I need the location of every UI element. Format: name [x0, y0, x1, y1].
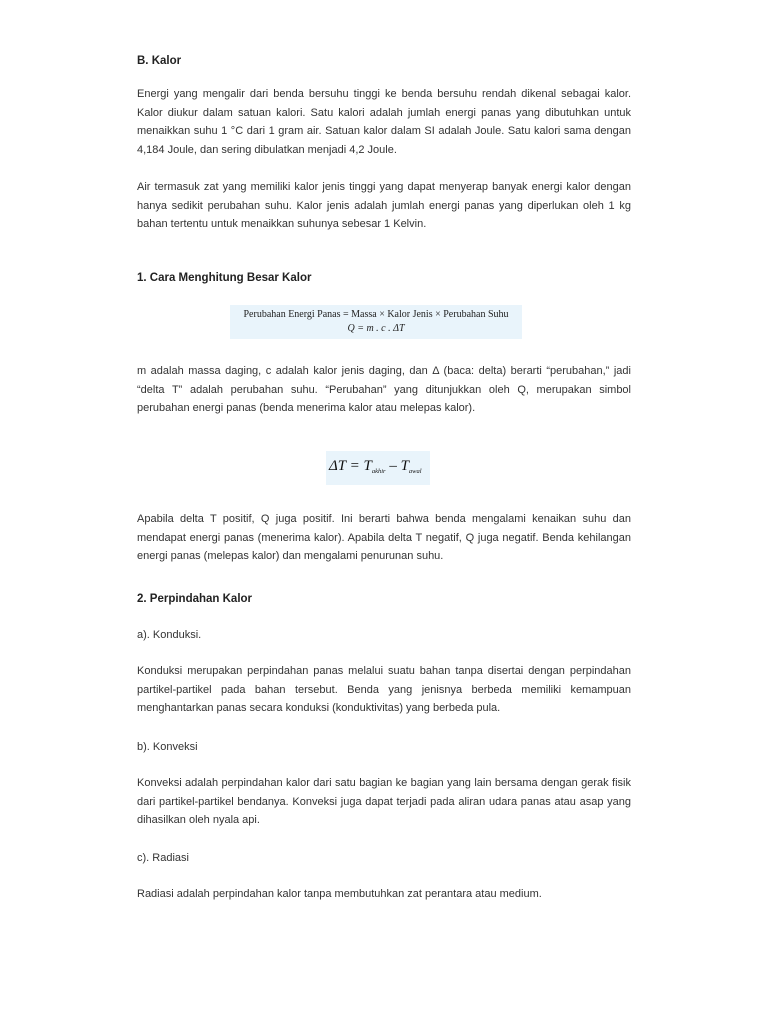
- formula-box-kalor: [230, 305, 522, 339]
- delta-t-sub-akhir: akhir: [371, 468, 386, 475]
- delta-t-formula: [329, 457, 422, 481]
- section-heading-menghitung-kalor: 1. Cara Menghitung Besar Kalor: [137, 272, 312, 284]
- delta-t-minus: – T: [385, 458, 409, 474]
- paragraph-delta-t-sign: Apabila delta T positif, Q juga positif. Ini berarti bahwa benda mengalami kenaikan suhu dan mendapat energi panas (menerima kalor). Apabila delta T negatif, Q juga negatif. Benda kehilangan energi panas (melepas kalor) dan mengalami penurunan suhu.: [137, 513, 631, 562]
- subheading-konduksi: a). Konduksi.: [137, 629, 202, 641]
- formula-box-delta-t: [326, 451, 430, 485]
- formula-symbols: Q = m . c . ΔT: [347, 323, 405, 334]
- delta-t-lhs: ΔT = T: [329, 458, 372, 474]
- paragraph-kalor-definition: Energi yang mengalir dari benda bersuhu tinggi ke benda bersuhu rendah dikenal sebagai kalor. Kalor diukur dalam satuan kalori. Satu kalori adalah jumlah energi panas yang dibutuhkan untuk menaikkan suhu 1 °C dari 1 gram air. Satuan kalor dalam SI adalah Joule. Satu kalori sama dengan 4,184 Joule, dan sering dibulatkan menjadi 4,2 Joule.: [137, 88, 631, 156]
- subheading-radiasi: c). Radiasi: [137, 852, 189, 864]
- paragraph-konveksi: Konveksi adalah perpindahan kalor dari satu bagian ke bagian yang lain bersama dengan gerak fisik dari partikel-partikel bendanya. Konveksi juga dapat terjadi pada aliran udara panas atau asap yang dihasilkan oleh nyala api.: [137, 777, 631, 826]
- paragraph-radiasi: Radiasi adalah perpindahan kalor tanpa membutuhkan zat perantara atau medium.: [137, 888, 542, 900]
- delta-t-sub-awal: awal: [408, 468, 422, 475]
- paragraph-formula-explanation: m adalah massa daging, c adalah kalor jenis daging, dan Δ (baca: delta) berarti “perubahan,” jadi “delta T” adalah perubahan suhu. “Perubahan” yang ditunjukkan oleh Q, merupakan simbol perubahan energi panas (benda menerima kalor atau melepas kalor).: [137, 365, 631, 414]
- paragraph-kalor-jenis: Air termasuk zat yang memiliki kalor jenis tinggi yang dapat menyerap banyak energi kalor dengan hanya sedikit perubahan suhu. Kalor jenis adalah jumlah energi panas yang diperlukan oleh 1 kg bahan tertentu untuk menaikkan suhunya sebesar 1 Kelvin.: [137, 181, 631, 230]
- section-heading-perpindahan-kalor: 2. Perpindahan Kalor: [137, 593, 253, 605]
- subheading-konveksi: b). Konveksi: [137, 741, 198, 753]
- section-heading-kalor: B. Kalor: [137, 55, 182, 67]
- formula-words: Perubahan Energi Panas = Massa × Kalor Jenis × Perubahan Suhu: [243, 309, 509, 320]
- paragraph-konduksi: Konduksi merupakan perpindahan panas melalui suatu bahan tanpa disertai dengan perpindahan partikel-partikel pada bahan tersebut. Benda yang jenisnya berbeda memiliki kemampuan menghantarkan panas secara konduksi (konduktivitas) yang berbeda pula.: [137, 665, 631, 714]
